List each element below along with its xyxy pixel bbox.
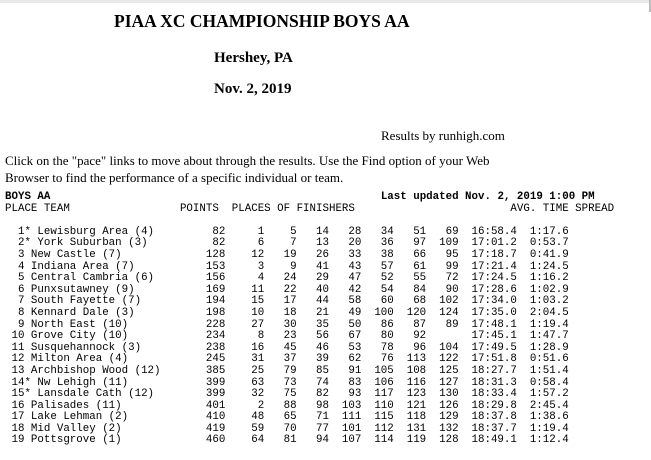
table-row: 13 Archbishop Wood (12) 385 25 79 85 91 105 108 125 18:27.7 1:51.4 (5, 364, 569, 377)
table-row: 12 Milton Area (4) 245 31 37 39 62 76 113 122 17:51.8 0:51.6 (5, 353, 569, 366)
table-row: 1* Lewisburg Area (4) 82 1 5 14 28 34 51 69 16:58.4 1:17.6 (5, 225, 569, 238)
table-row: 16 Palisades (11) 401 2 88 98 103 110 121 126 18:29.8 2:45.4 (5, 399, 569, 412)
table-header-row: PLACE TEAM POINTS PLACES OF FINISHERS AVG. TIME SPREAD (5, 202, 615, 215)
table-row: 9 North East (10) 228 27 30 35 50 86 87 89 17:48.1 1:19.4 (5, 318, 569, 331)
instructions-line-1: Click on the "pace" links to move about through the results. Use the Find option of your Web (5, 153, 490, 168)
table-row: 6 Punxsutawney (9) 169 11 22 40 42 54 84 90 17:28.6 1:02.9 (5, 283, 569, 296)
table-row: 10 Grove City (10) 234 8 23 56 67 80 92 17:45.1 1:47.7 (5, 330, 569, 343)
table-row: 7 South Fayette (7) 194 15 17 44 58 60 68 102 17:34.0 1:03.2 (5, 295, 569, 308)
table-row: 11 Susquehannock (3) 238 16 45 46 53 78 96 104 17:49.5 1:28.9 (5, 341, 569, 354)
page-title: PIAA XC CHAMPIONSHIP BOYS AA (114, 11, 410, 31)
meet-location: Hershey, PA (214, 50, 293, 66)
results-credit: Results by runhigh.com (381, 128, 505, 143)
window-top-edge (0, 0, 651, 3)
table-row: 18 Mid Valley (2) 419 59 70 77 101 112 131 132 18:37.7 1:19.4 (5, 422, 569, 435)
table-row: 19 Pottsgrove (1) 460 64 81 94 107 114 119 128 18:49.1 1:12.4 (5, 434, 569, 447)
meet-date: Nov. 2, 2019 (214, 81, 292, 97)
table-row: 17 Lake Lehman (2) 410 48 65 71 111 115 118 129 18:37.8 1:38.6 (5, 411, 569, 424)
instructions-text (5, 152, 645, 186)
table-row: 3 New Castle (7) 128 12 19 26 33 38 66 95 17:18.7 0:41.9 (5, 248, 569, 261)
table-row: 8 Kennard Dale (3) 198 10 18 21 49 100 120 124 17:35.0 2:04.5 (5, 306, 569, 319)
table-row: 2* York Suburban (3) 82 6 7 13 20 36 97 109 17:01.2 0:53.7 (5, 237, 569, 250)
table-row: 15* Lansdale Cath (12) 399 32 75 82 93 117 123 130 18:33.4 1:57.2 (5, 388, 569, 401)
last-updated: Last updated Nov. 2, 2019 1:00 PM (380, 191, 595, 203)
table-rows (5, 226, 569, 447)
instructions-line-2: Browser to find the performance of a specific individual or team. (5, 170, 344, 185)
division-heading: BOYS AA (5, 191, 51, 203)
table-row: 14* Nw Lehigh (11) 399 63 73 74 83 106 116 127 18:31.3 0:58.4 (5, 376, 569, 389)
team-results-table (5, 192, 614, 447)
table-row: 5 Central Cambria (6) 156 4 24 29 47 52 55 72 17:24.5 1:16.2 (5, 272, 569, 285)
table-row: 4 Indiana Area (7) 153 3 9 41 43 57 61 99 17:21.4 1:24.5 (5, 260, 569, 273)
